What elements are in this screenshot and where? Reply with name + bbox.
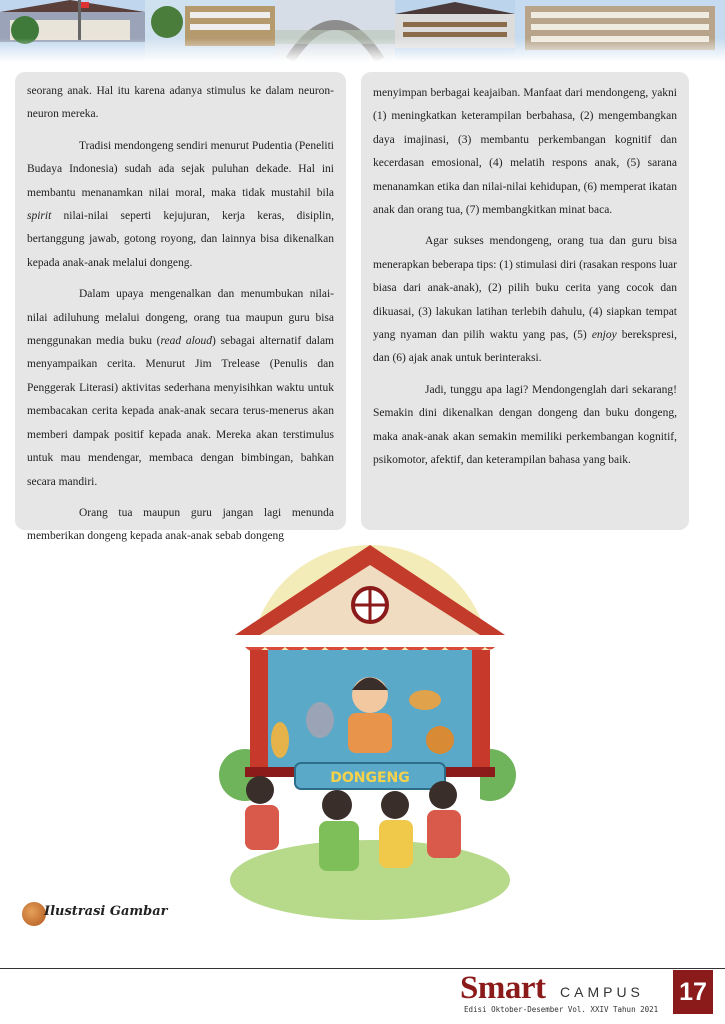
brand-campus: CAMPUS [560,984,644,1000]
caption-mark-icon [22,902,46,926]
page-number: 17 [673,970,713,1014]
edition-text: Edisi Oktober-Desember Vol. XXIV Tahun 2021 [464,1005,659,1014]
dongeng-sign: DONGENG [330,770,410,786]
caption-text: Ilustrasi Gambar [44,904,168,919]
paragraph: Dalam upaya mengenalkan dan menumbukan nilai-nilai adiluhung melalui dongeng, orang tua maupun guru bisa menggunakan media buku (read aloud) sebagai alternatif dalam menyampaikan cerita. Menurut Jim Trelease (Penulis dan Penggerak Literasi) aktivitas sederhana menyisihkan waktu untuk membacakan cerita kepada anak-anak secara terus-menerus akan memberi dampak positif kepada anak. Mereka akan terstimulus untuk mau mendengar, membaca dengan bimbingan, bahkan secara mandiri. [27,288,334,488]
paragraph: menyimpan berbagai keajaiban. Manfaat dari mendongeng, yakni (1) meningkatkan keterampilan berbahasa, (2) mengembangkan daya imajinasi, (3) membantu perkembangan kognitif dan kecerdasan emosional, (4) melatih respons anak, (5) sarana menanamkan etika dan nilai-nilai kehidupan, (6) memperat ikatan anak dan orang tua, (7) membangkitkan minat baca. [373,87,677,217]
storytelling-illustration [205,535,535,927]
paragraph: Orang tua maupun guru jangan lagi menunda memberikan dongeng kepada anak-anak sebab dongeng [27,506,334,543]
article-column-right [361,72,689,530]
article-column-left [15,72,346,543]
magazine-logo [460,972,670,1020]
paragraph: seorang anak. Hal itu karena adanya stimulus ke dalam neuron-neuron mereka. [27,85,334,121]
paragraph: Agar sukses mendongeng, orang tua dan guru bisa menerapkan beberapa tips: (1) stimulasi diri (rasakan respons luar biasa dari anak-anak), (2) pilih buku cerita yang cocok dan dikuasai, (3) lakukan latihan terlebih dahulu, (4) siapkan tempat yang nyaman dan pilih waktu yang pas, (5) enjoy berekspresi, dan (6) ajak anak untuk berinteraksi. [373,235,677,365]
footer-divider [0,968,725,969]
brand-smart: Smart [460,970,546,1006]
paragraph: Tradisi mendongeng sendiri menurut Pudentia (Peneliti Budaya Indonesia) sudah ada sejak puluhan dekade. Hal ini membantu menanamkan nilai moral, maka tidak mustahil bila spirit nilai-nilai seperti kejujuran, kerja keras, disiplin, bertanggung jawab, gotong royong, dan lainnya bisa dikenalkan kepada anak-anak melalui dongeng. [27,139,334,269]
campus-banner-photo [0,0,725,62]
paragraph: Jadi, tunggu apa lagi? Mendongenglah dari sekarang! Semakin dini dikenalkan dengan dongeng dan buku dongeng, maka anak-anak akan semakin memiliki perkembangan kognitif, psikomotor, afektif, dan keterampilan bahasa yang baik. [373,383,677,467]
